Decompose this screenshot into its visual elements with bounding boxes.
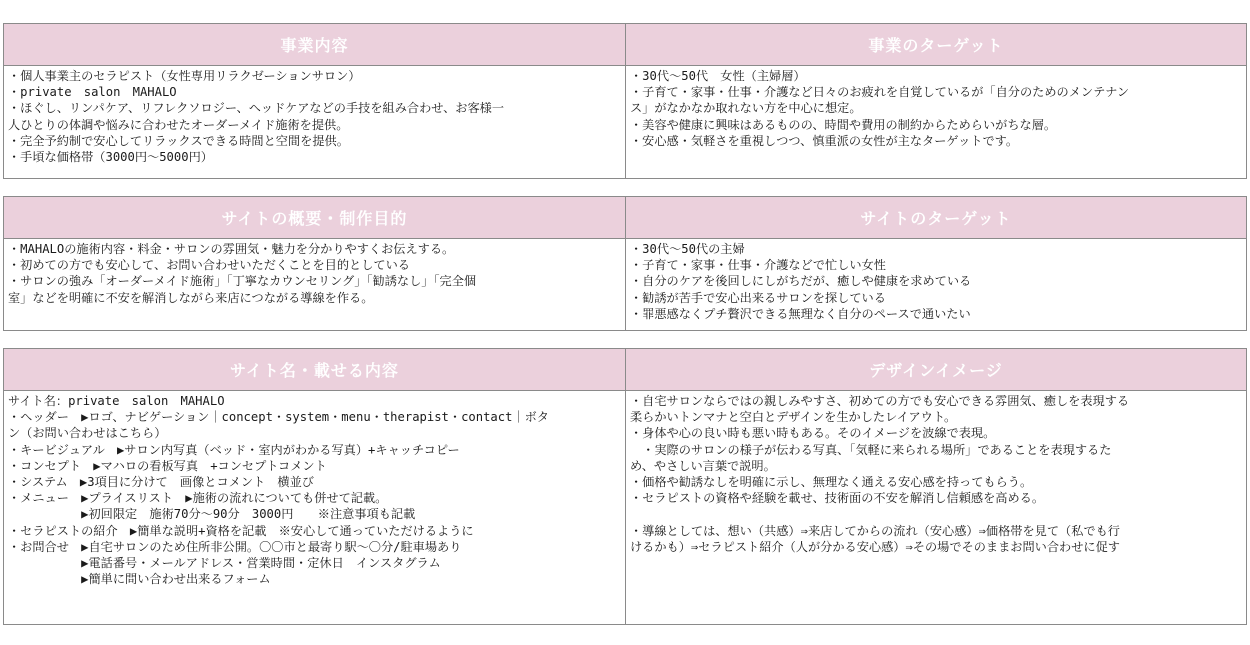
site-name-content-body xyxy=(4,391,625,624)
site-purpose-column xyxy=(4,197,626,330)
business-content-header: 事業内容 xyxy=(4,24,625,66)
text-line: ・30代～50代 女性（主婦層） xyxy=(630,69,806,83)
text-line: ・子育て・家事・仕事・介護などで忙しい女性 xyxy=(630,258,886,273)
design-image-header: デザインイメージ xyxy=(626,349,1246,391)
text-line: ・セラピストの紹介 ▶簡単な説明+資格を記載 ※安心して通っていただけるように xyxy=(8,523,474,538)
site-overview-table xyxy=(3,196,1247,331)
site-name-content-header: サイト名・載せる内容 xyxy=(4,349,625,391)
text-line: ・メニュー ▶プライスリスト ▶施術の流れについても併せて記載。 xyxy=(8,491,388,506)
business-target-body xyxy=(626,66,1246,178)
text-line: ・罪悪感なくプチ贅沢できる無理なく自分のペースで通いたい xyxy=(630,306,971,321)
design-image-column xyxy=(626,349,1246,624)
text-line: ・手頃な価格帯（3000円～5000円） xyxy=(8,150,213,165)
text-line: ▶電話番号・メールアドレス・営業時間・定休日 インスタグラム xyxy=(8,556,441,571)
text-line: 室」などを明確に不安を解消しながら来店につながる導線を作る。 xyxy=(8,290,374,305)
site-target-column xyxy=(626,197,1246,330)
site-purpose-header: サイトの概要・制作目的 xyxy=(4,197,625,239)
text-line: め、やさしい言葉で説明。 xyxy=(630,458,776,473)
text-line: ・コンセプト ▶マハロの看板写真 +コンセプトコメント xyxy=(8,458,327,473)
text-line: ン（お問い合わせはこちら） xyxy=(8,426,167,441)
text-line: ・30代～50代の主婦 xyxy=(630,242,745,256)
text-line: ス」がなかなか取れない方を中心に想定。 xyxy=(630,101,862,116)
text-line: 人ひとりの体調や悩みに合わせたオーダーメイド施術を提供。 xyxy=(8,117,349,132)
business-target-header: 事業のターゲット xyxy=(626,24,1246,66)
site-target-body xyxy=(626,239,1246,330)
text-line: ・システム ▶3項目に分けて 画像とコメント 横並び xyxy=(8,475,314,490)
text-line: ・完全予約制で安心してリラックスできる時間と空間を提供。 xyxy=(8,133,349,148)
text-line: ・セラピストの資格や経験を載せ、技術面の不安を解消し信頼感を高める。 xyxy=(630,491,1045,506)
text-line: ・サロンの強み「オーダーメイド施術」「丁寧なカウンセリング」「勧誘なし」「完全個 xyxy=(8,274,477,289)
text-line: ▶簡単に問い合わせ出来るフォーム xyxy=(8,572,271,587)
site-target-header: サイトのターゲット xyxy=(626,197,1246,239)
business-target-column xyxy=(626,24,1246,178)
text-line: ・身体や心の良い時も悪い時もある。そのイメージを波線で表現。 xyxy=(630,426,996,441)
text-line: ・MAHALOの施術内容・料金・サロンの雰囲気・魅力を分かりやすくお伝えする。 xyxy=(8,242,455,256)
text-line: ・個人事業主のセラピスト（女性専用リラクゼーションサロン） xyxy=(8,69,361,83)
design-image-body xyxy=(626,391,1246,624)
text-line: ・お問合せ ▶自宅サロンのため住所非公開。〇〇市と最寄り駅～〇分/駐車場あり xyxy=(8,539,462,554)
text-line: ・自宅サロンならではの親しみやすさ、初めての方でも安心できる雰囲気、癒しを表現する xyxy=(630,394,1130,408)
text-line: ・価格や勧誘なしを明確に示し、無理なく通える安心感を持ってもらう。 xyxy=(630,475,1033,490)
site-purpose-body xyxy=(4,239,625,330)
site-content-table xyxy=(3,348,1247,625)
text-line: ・初めての方でも安心して、お問い合わせいただくことを目的としている xyxy=(8,258,410,273)
text-line: ・安心感・気軽さを重視しつつ、慎重派の女性が主なターゲットです。 xyxy=(630,133,1019,148)
business-content-column xyxy=(4,24,626,178)
text-line: ・ヘッダー ▶ロゴ、ナビゲーション｜concept・system・menu・therapist・contact｜ボタ xyxy=(8,410,549,425)
text-line: ・子育て・家事・仕事・介護など日々のお疲れを自覚しているが「自分のためのメンテナン xyxy=(630,85,1130,100)
text-line: ・キービジュアル ▶サロン内写真（ベッド・室内がわかる写真）+キャッチコピー xyxy=(8,442,460,457)
business-content-body xyxy=(4,66,625,178)
text-line: サイト名：private salon MAHALO xyxy=(8,394,225,408)
text-line: ・導線としては、想い（共感）⇒来店してからの流れ（安心感）⇒価格帯を見て（私でも行 xyxy=(630,523,1120,538)
text-line: ・勧誘が苦手で安心出来るサロンを探している xyxy=(630,290,886,305)
text-line: ・美容や健康に興味はあるものの、時間や費用の制約からためらいがちな層。 xyxy=(630,117,1057,132)
text-line: ・実際のサロンの様子が伝わる写真、「気軽に来られる場所」であることを表現するた xyxy=(630,442,1112,457)
business-table xyxy=(3,23,1247,179)
text-line: ・private salon MAHALO xyxy=(8,85,177,100)
text-line xyxy=(630,506,1242,522)
site-name-content-column xyxy=(4,349,626,624)
text-line: ・ほぐし、リンパケア、リフレクソロジー、ヘッドケアなどの手技を組み合わせ、お客様一 xyxy=(8,101,505,116)
text-line: ・自分のケアを後回しにしがちだが、癒しや健康を求めている xyxy=(630,274,972,289)
text-line: ▶初回限定 施術70分～90分 3000円 ※注意事項も記載 xyxy=(8,507,416,522)
text-line: 柔らかいトンマナと空白とデザインを生かしたレイアウト。 xyxy=(630,410,957,425)
text-line: けるかも）⇒セラピスト紹介（人が分かる安心感）⇒その場でそのままお問い合わせに促す xyxy=(630,539,1120,554)
